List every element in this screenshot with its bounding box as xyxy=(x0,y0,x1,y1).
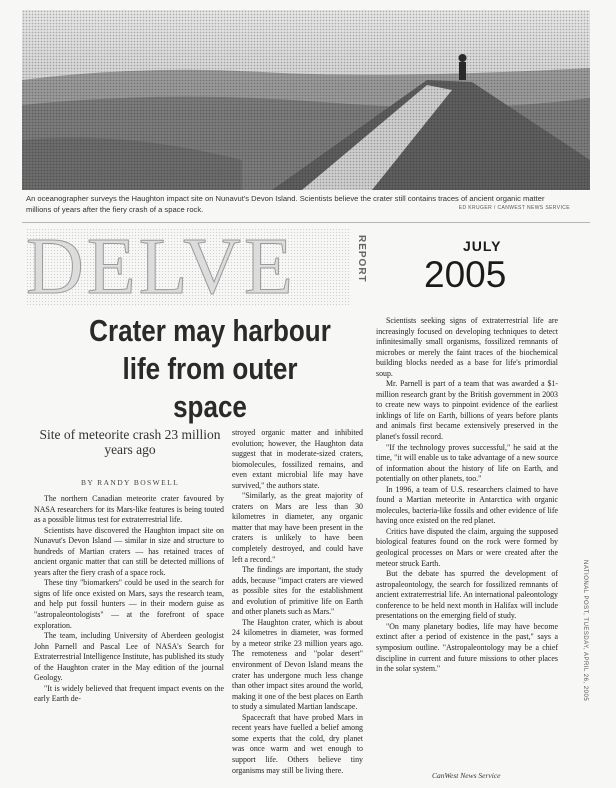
paragraph: But the debate has spurred the development of astropaleontology, the search for fossilized remnants of ancient extraterrestrial life. An international paleontology conference to be held next month in Halifax will include presentations on the emerging field of study. xyxy=(376,569,558,621)
headline: Crater may harbour life from outer space xyxy=(89,313,331,424)
paragraph: Scientists have discovered the Haughton impact site on Nunavut's Devon Island — similar in size and structure to hundreds of Martian craters — has retained traces of ancient organic matter that can still be detected millions of years after the fiery crash of a space rock. xyxy=(34,525,224,577)
issue-month: JULY xyxy=(463,238,502,254)
photo-caption: An oceanographer surveys the Haughton impact site on Nunavut's Devon Island. Scientists believe the crater still contains traces of ancient organic matter millions of years after the fiery crash of a space rock. xyxy=(26,194,545,214)
paragraph: "Similarly, as the great majority of craters on Mars are less than 30 kilometres in diameter, any organic matter that may have been present in the craters is unlikely to have been completely destroyed, and could have left a record." xyxy=(232,491,363,564)
paragraph: "If the technology proves successful," he said at the time, "it will enable us to take advantage of a new source of information about the history of life on Earth, and potentially on other planets, too." xyxy=(376,442,558,484)
paragraph: The findings are important, the study adds, because "impact craters are viewed as possible sites for the establishment and evolution of primitive life on Earth and other planets such as Mars." xyxy=(232,565,363,617)
section-tag: REPORT xyxy=(356,235,367,283)
paragraph: Spacecraft that have probed Mars in recent years have fuelled a belief among some experts that the cold, dry planet was once warm and wet enough to support life. Others believe tiny organisms may still be living there. xyxy=(232,712,363,775)
paragraph: Mr. Parnell is part of a team that was awarded a $1-million research grant by the British government in 2003 to create new ways to pinpoint evidence of the earliest inklings of life on Earth, billions of years before plants and animals first became extensively preserved in the planet's fossil record. xyxy=(376,379,558,442)
paragraph: These tiny "biomarkers" could be used in the search for signs of life once existed on Mars, says the research team, and help put fossil hunters — in their modern guise as "astropaleontologists" — at the forefront of space exploration. xyxy=(34,578,224,630)
paragraph: The Haughton crater, which is about 24 kilometres in diameter, was formed by a meteor strike 23 million years ago. The remoteness and "polar desert" environment of Devon Island means the crater has undergone much less change than other impact sites around the world, making it one of the best places on Earth to study a simulated Martian landscape. xyxy=(232,617,363,712)
person-figure xyxy=(459,54,467,80)
paragraph: "It is widely believed that frequent impact events on the early Earth de- xyxy=(34,683,224,704)
article-column-3 xyxy=(376,316,558,675)
article-column-2 xyxy=(232,428,363,776)
paragraph: Critics have disputed the claim, arguing the supposed biological features found on the rock were formed by geological processes on Mars or were created after the meteor struck Earth. xyxy=(376,526,558,568)
issue-year: 2005 xyxy=(424,254,507,295)
crater-landscape-image xyxy=(22,10,590,190)
paragraph: stroyed organic matter and inhibited evolution; however, the Haughton data suggest that in moderate-sized craters, biomolecules, fossilized remains, and even extant microbial life may have survived," the authors state. xyxy=(232,428,363,490)
paragraph: In 1996, a team of U.S. researchers claimed to have found a Martian meteorite in Antarctica with organic molecules, bacteria-like fossils and other evidence of life having once existed on the red planet. xyxy=(376,484,558,526)
crater-photo xyxy=(22,10,590,190)
photo-credit: ED KRUGER / CANWEST NEWS SERVICE xyxy=(458,205,570,211)
signoff: CanWest News Service xyxy=(432,771,501,780)
paragraph: The team, including University of Aberdeen geologist John Parnell and Pascal Lee of NASA's Search for Extraterrestrial Intelligence Institute, has published its study of the Haughton crater in the May edition of the journal Geology. xyxy=(34,631,224,683)
section-title: DELVE xyxy=(26,228,351,306)
paragraph: "On many planetary bodies, life may have become extinct after a period of existence in the past," says a symposium outline. "Astropaleontology may be a chief discipline in current and future missions to other places in the solar system." xyxy=(376,621,558,674)
publication-dateline: NATIONAL POST, TUESDAY, APRIL 26, 2005 xyxy=(582,560,588,702)
byline: BY RANDY BOSWELL xyxy=(80,478,180,487)
paragraph: Scientists seeking signs of extraterrestrial life are increasingly focused on developing techniques to detect infinitesimally small organisms, fossilized remnants of microbes or merely the faint traces of the biochemical building blocks needed as a base for life's primordial soup. xyxy=(376,316,558,378)
article-column-1 xyxy=(34,494,224,705)
subhead: Site of meteorite crash 23 million years ago xyxy=(39,427,221,457)
paragraph: The northern Canadian meteorite crater favoured by NASA researchers for its Mars-like features is being touted as a possible litmus test for extraterrestrial life. xyxy=(34,494,224,525)
